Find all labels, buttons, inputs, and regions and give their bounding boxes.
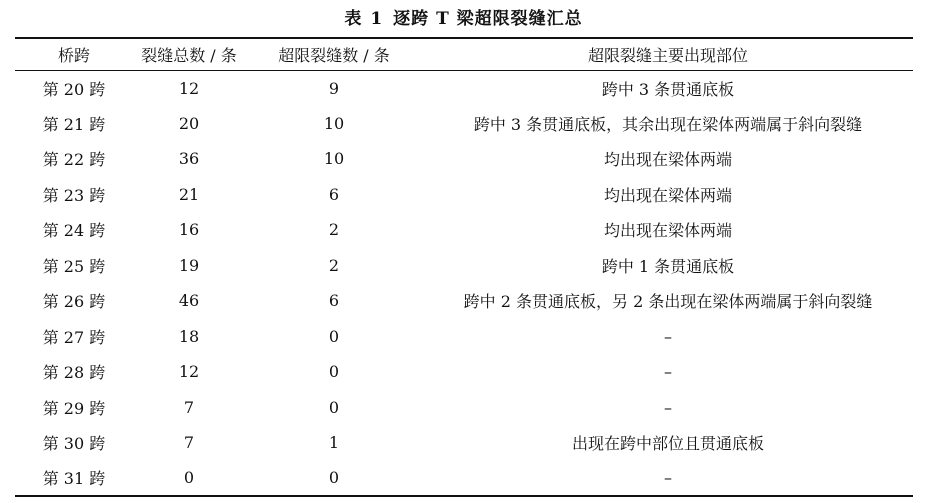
table-row — [15, 248, 913, 284]
cell-span: 第 23 跨 — [42, 185, 106, 205]
table-row — [15, 354, 913, 390]
cell-span: 第 26 跨 — [42, 292, 106, 312]
cell-location: 均出现在梁体两端 — [603, 221, 732, 241]
cell-total: 7 — [183, 433, 195, 453]
header-over-limit-cracks: 超限裂缝数 / 条 — [278, 45, 390, 65]
cell-location: 出现在跨中部位且贯通底板 — [571, 434, 764, 454]
cell-span: 第 29 跨 — [42, 398, 106, 418]
cell-location: 跨中 2 条贯通底板，另 2 条出现在梁体两端属于斜向裂缝 — [463, 292, 873, 312]
cell-total: 21 — [178, 184, 200, 204]
cell-over: 6 — [328, 184, 340, 204]
cell-location: – — [664, 362, 672, 382]
cell-over: 9 — [328, 78, 340, 98]
cell-over: 0 — [328, 362, 340, 382]
header-total-cracks: 裂缝总数 / 条 — [141, 45, 237, 65]
cell-span: 第 28 跨 — [42, 363, 106, 383]
cell-total: 46 — [178, 291, 200, 311]
caption-title: 逐跨 T 梁超限裂缝汇总 — [393, 9, 583, 29]
cell-over: 2 — [328, 220, 340, 240]
cell-span: 第 31 跨 — [42, 469, 106, 489]
table-row — [15, 141, 913, 177]
header-location: 超限裂缝主要出现部位 — [587, 45, 748, 65]
cell-over: 1 — [328, 433, 340, 453]
table-row — [15, 283, 913, 319]
cell-location: – — [664, 468, 672, 488]
cell-over: 0 — [328, 326, 340, 346]
cell-over: 0 — [328, 397, 340, 417]
cell-span: 第 30 跨 — [42, 434, 106, 454]
cell-total: 19 — [178, 255, 200, 275]
cell-location: 跨中 1 条贯通底板 — [601, 256, 735, 276]
caption-label: 表 — [344, 9, 363, 29]
table-row — [15, 212, 913, 248]
table-row — [15, 70, 913, 106]
cell-over: 10 — [323, 113, 345, 133]
cell-total: 36 — [178, 149, 200, 169]
cell-total: 0 — [183, 468, 195, 488]
crack-summary-table — [15, 37, 913, 497]
caption-number: 1 — [370, 9, 384, 29]
cell-total: 12 — [178, 362, 200, 382]
cell-total: 16 — [178, 220, 200, 240]
cell-location: 均出现在梁体两端 — [603, 185, 732, 205]
cell-over: 0 — [328, 468, 340, 488]
cell-total: 7 — [183, 397, 195, 417]
header-row — [15, 38, 913, 70]
table-row — [15, 177, 913, 213]
cell-location: – — [664, 397, 672, 417]
table-row — [15, 461, 913, 497]
cell-over: 6 — [328, 291, 340, 311]
cell-span: 第 20 跨 — [42, 79, 106, 99]
header-span: 桥跨 — [57, 45, 90, 65]
cell-span: 第 24 跨 — [42, 221, 106, 241]
table-row — [15, 106, 913, 142]
cell-location: – — [664, 326, 672, 346]
cell-span: 第 21 跨 — [42, 114, 106, 134]
table-caption — [0, 4, 927, 29]
cell-over: 2 — [328, 255, 340, 275]
cell-total: 20 — [178, 113, 200, 133]
cell-over: 10 — [323, 149, 345, 169]
cell-span: 第 22 跨 — [42, 150, 106, 170]
cell-location: 跨中 3 条贯通底板 — [601, 79, 735, 99]
cell-total: 12 — [178, 78, 200, 98]
cell-span: 第 25 跨 — [42, 256, 106, 276]
cell-total: 18 — [178, 326, 200, 346]
table-row — [15, 390, 913, 426]
cell-location: 均出现在梁体两端 — [603, 150, 732, 170]
table-row — [15, 319, 913, 355]
cell-location: 跨中 3 条贯通底板，其余出现在梁体两端属于斜向裂缝 — [473, 114, 863, 134]
cell-span: 第 27 跨 — [42, 327, 106, 347]
table-row — [15, 425, 913, 461]
